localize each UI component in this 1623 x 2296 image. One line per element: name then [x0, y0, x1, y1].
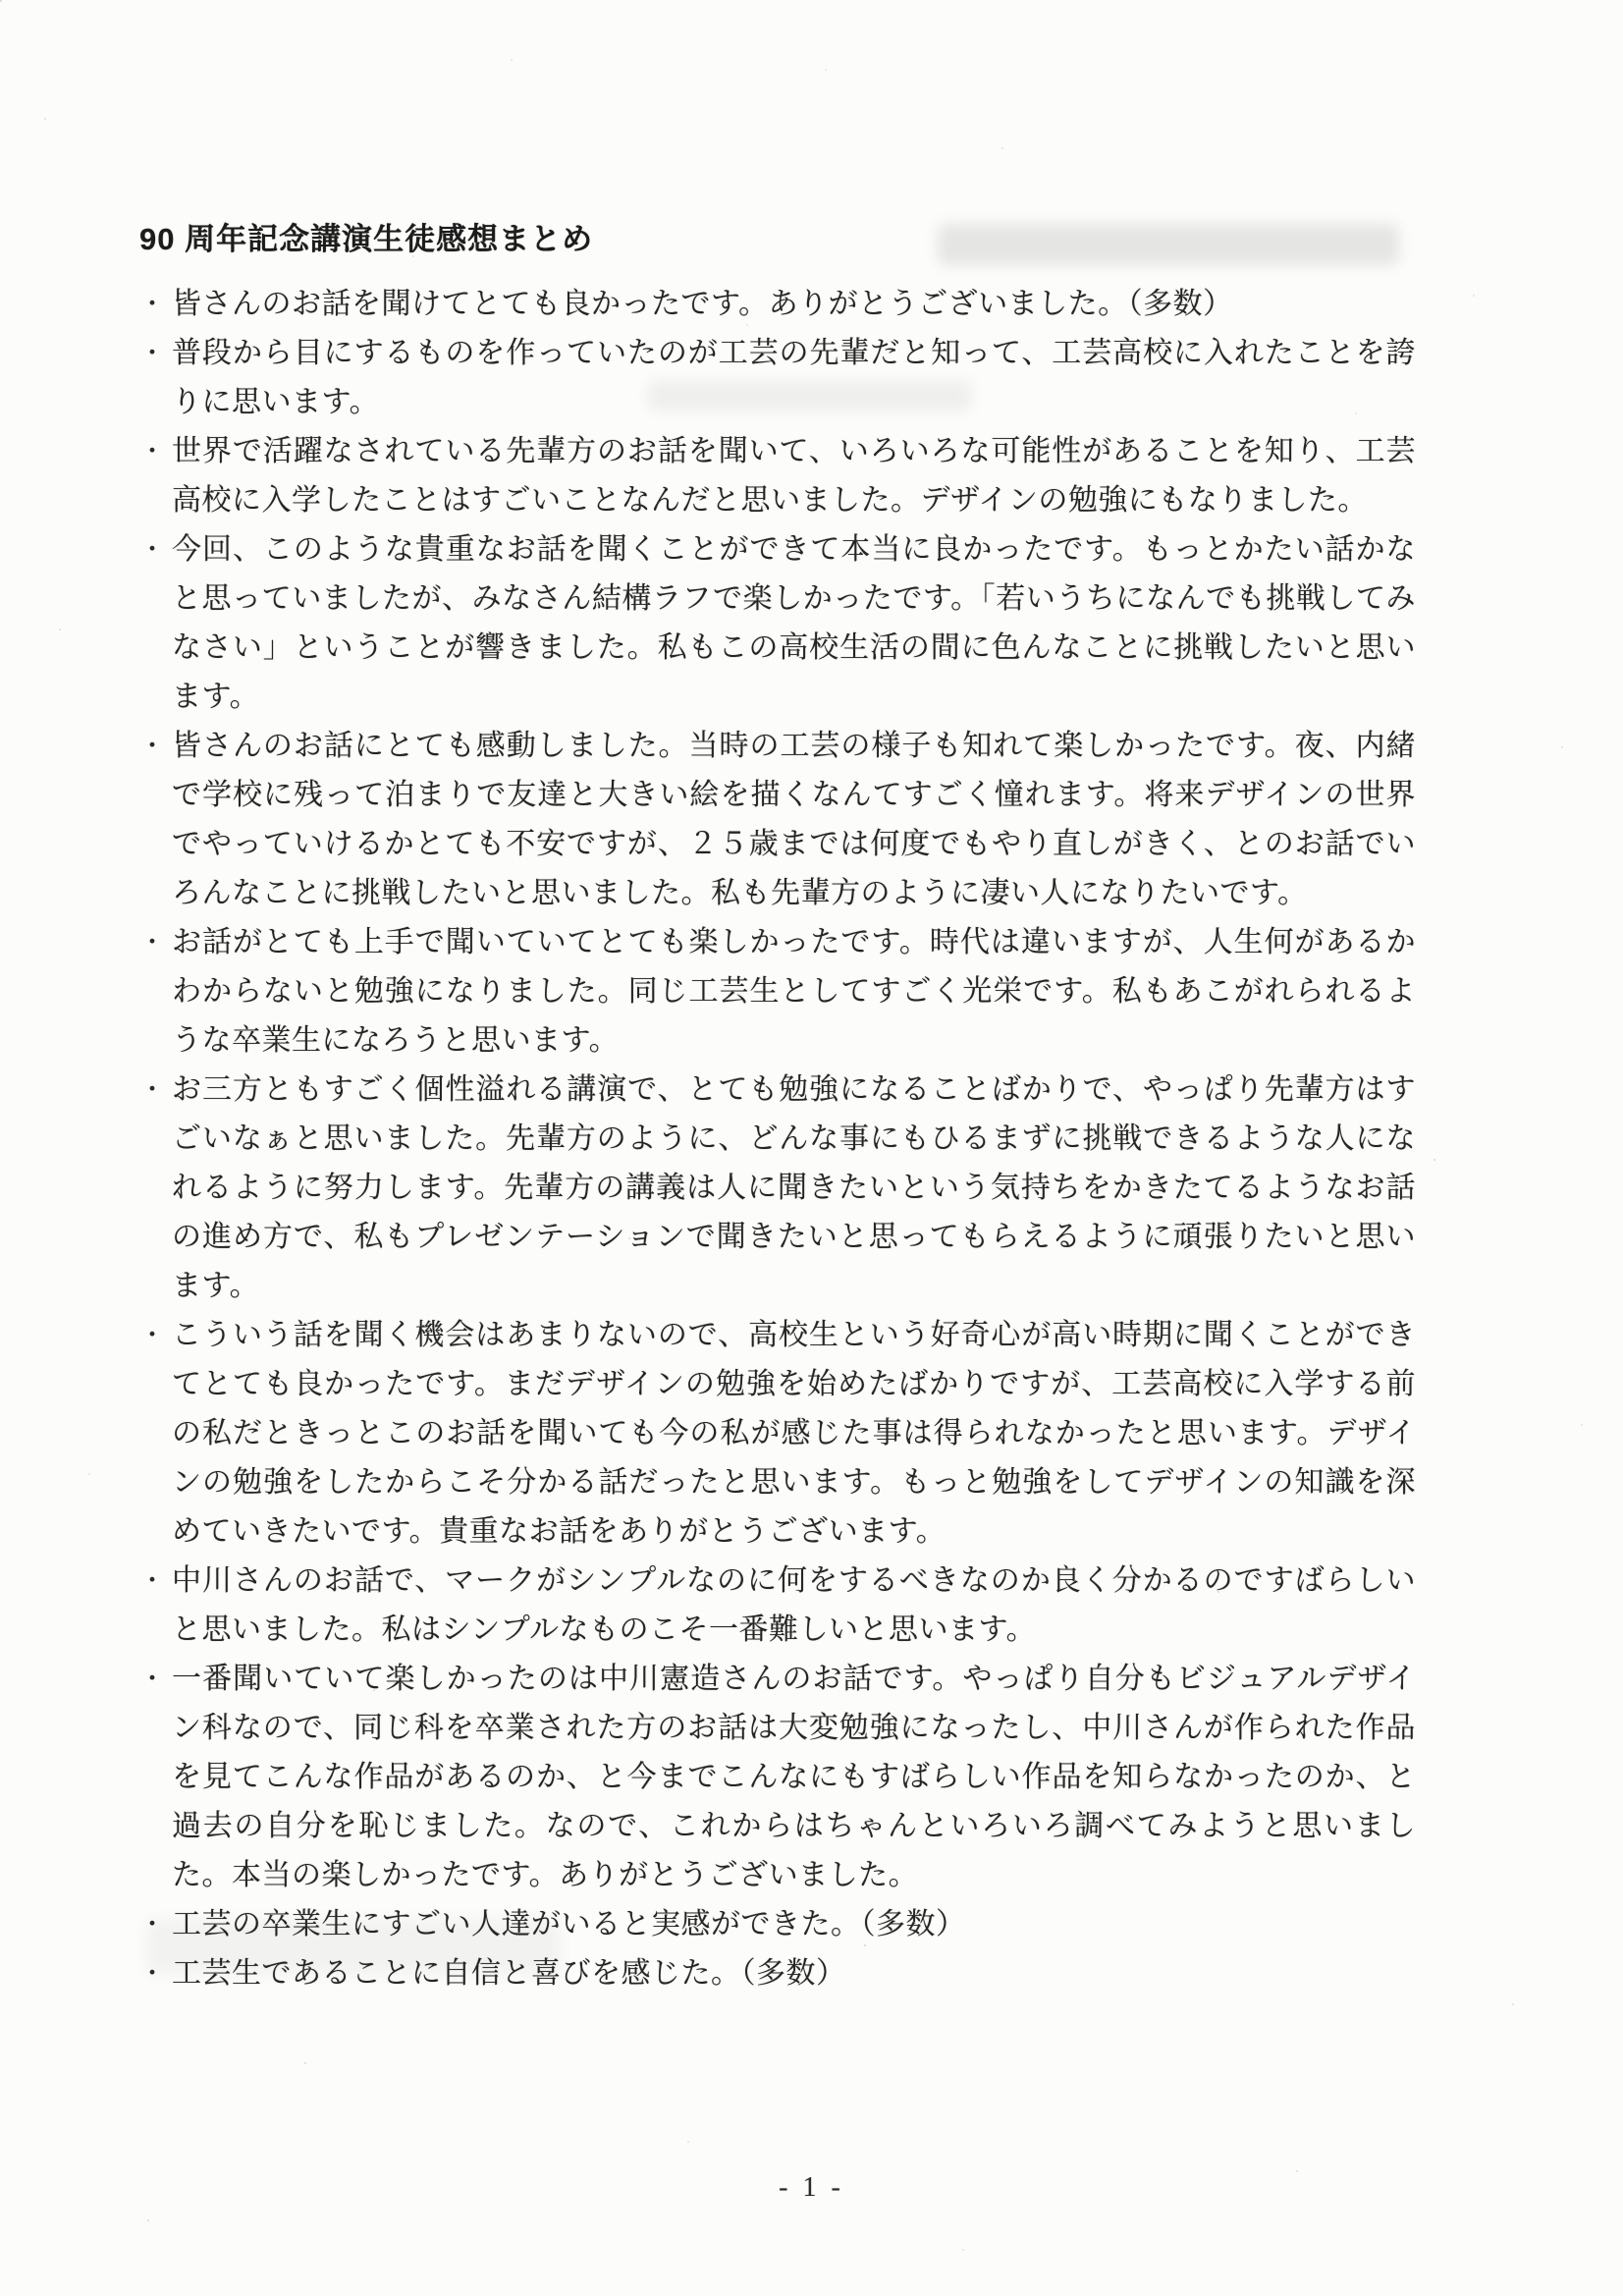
bullet-text: 中川さんのお話で、マークがシンプルなのに何をするべきなのか良く分かるのですばらしいと思いました。私はシンプルなものこそ一番難しいと思います。 [172, 1564, 1416, 1646]
bullet-marker: ・ [139, 1910, 166, 1939]
list-item [139, 1900, 1416, 1949]
bullet-text: 世界で活躍なされている先輩方のお話を聞いて、いろいろな可能性があることを知り、工芸高校に入学したことはすごいことなんだと思いました。デザインの勉強にもなりました。 [172, 435, 1416, 517]
bullet-marker: ・ [139, 1566, 166, 1595]
list-item [139, 1311, 1416, 1557]
bullet-text: 工芸生であることに自信と喜びを感じた。（多数） [172, 1957, 846, 1990]
bullet-text: 皆さんのお話にとても感動しました。当時の工芸の様子も知れて楽しかったです。夜、内緒で学校に残って泊まりで友達と大きい絵を描くなんてすごく憧れます。将来デザインの世界でやっていけるかとても不安ですが、２５歳までは何度でもやり直しがきく、とのお話でいろんなことに挑戦したいと思いました。私も先輩方のように凄い人になりたいです。 [172, 730, 1416, 909]
bullet-text: 一番聞いていて楽しかったのは中川憲造さんのお話です。やっぱり自分もビジュアルデザイン科なので、同じ科を卒業された方のお話は大変勉強になったし、中川さんが作られた作品を見てこんな作品があるのか、と今までこんなにもすばらしい作品を知らなかったのか、と過去の自分を恥じました。なので、これからはちゃんといろいろ調べてみようと思いました。本当の楽しかったです。ありがとうございました。 [172, 1663, 1416, 1891]
bullet-text: お三方ともすごく個性溢れる講演で、とても勉強になることばかりで、やっぱり先輩方はすごいなぁと思いました。先輩方のように、どんな事にもひるまずに挑戦できるような人になれるように努力します。先輩方の講義は人に聞きたいという気持ちをかきたてるようなお話の進め方で、私もプレゼンテーションで聞きたいと思ってもらえるように頑張りたいと思います。 [172, 1073, 1416, 1302]
scan-speck [0, 0, 2, 2]
bullet-marker: ・ [139, 535, 166, 564]
list-item [139, 525, 1416, 722]
list-item [139, 722, 1416, 918]
bullet-marker: ・ [139, 1665, 166, 1693]
page-number: - 1 - [779, 2172, 844, 2203]
list-item [139, 427, 1416, 525]
bullet-marker: ・ [139, 339, 166, 367]
bullet-marker: ・ [139, 1321, 166, 1349]
list-item [139, 1557, 1416, 1655]
document-content [139, 214, 1445, 1998]
bullet-text: 今回、このような貴重なお話を聞くことができて本当に良かったです。もっとかたい話かなと思っていましたが、みなさん結構ラフで楽しかったです。「若いうちになんでも挑戦してみなさい」ということが響きました。私もこの高校生活の間に色んなことに挑戦したいと思います。 [172, 533, 1416, 713]
list-item [139, 280, 1416, 329]
bullet-marker: ・ [139, 437, 166, 465]
list-item [139, 329, 1416, 427]
page-title: 90 周年記念講演生徒感想まとめ [139, 222, 594, 256]
list-item [139, 1655, 1416, 1900]
bullet-marker: ・ [139, 732, 166, 760]
bullet-marker: ・ [139, 290, 166, 318]
bullet-text: 普段から目にするものを作っていたのが工芸の先輩だと知って、工芸高校に入れたことを誇りに思います。 [172, 337, 1416, 418]
list-item [139, 1066, 1416, 1311]
bullet-marker: ・ [139, 928, 166, 957]
bullet-text: 皆さんのお話を聞けてとても良かったです。ありがとうございました。（多数） [172, 288, 1233, 320]
list-item [139, 918, 1416, 1066]
bullet-text: こういう話を聞く機会はあまりないので、高校生という好奇心が高い時期に聞くことができてとても良かったです。まだデザインの勉強を始めたばかりですが、工芸高校に入学する前の私だときっとこのお話を聞いても今の私が感じた事は得られなかったと思います。デザインの勉強をしたからこそ分かる話だったと思います。もっと勉強をしてデザインの知識を深めていきたいです。貴重なお話をありがとうございます。 [172, 1319, 1416, 1548]
bullet-marker: ・ [139, 1075, 166, 1104]
bullet-text: お話がとても上手で聞いていてとても楽しかったです。時代は違いますが、人生何があるかわからないと勉強になりました。同じ工芸生としてすごく光栄です。私もあこがれられるような卒業生になろうと思います。 [172, 926, 1416, 1057]
bullet-text: 工芸の卒業生にすごい人達がいると実感ができた。（多数） [172, 1908, 966, 1941]
bullet-marker: ・ [139, 1959, 166, 1988]
list-item [139, 1949, 1416, 1998]
feedback-list [139, 280, 1416, 1998]
